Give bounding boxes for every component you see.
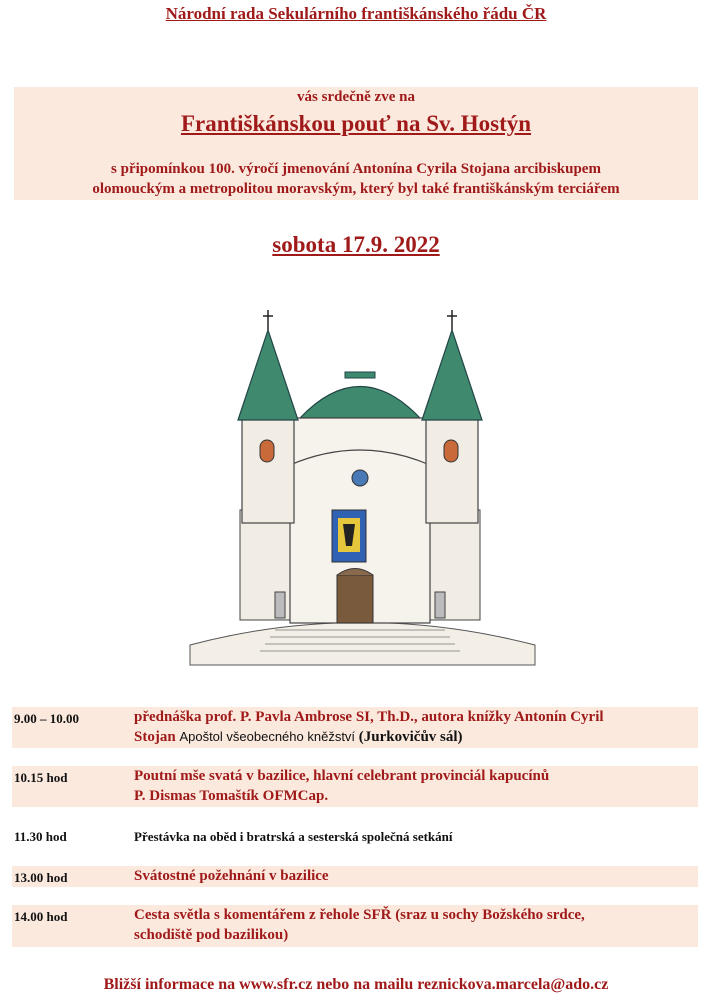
schedule-row-5 — [12, 905, 698, 947]
schedule-row-4 — [12, 866, 698, 887]
schedule-description: Přestávka na oběd i bratrská a sesterská společná setkání — [134, 829, 453, 844]
event-date: sobota 17.9. 2022 — [272, 232, 440, 257]
schedule-time: 11.30 hod — [14, 829, 67, 844]
dome — [300, 387, 420, 419]
invitation-subtitle-2: olomouckým a metropolitou moravským, který byl také františkánským terciářem — [92, 181, 620, 197]
footer-info: Bližší informace na www.sfr.cz nebo na mailu reznickova.marcela@ado.cz — [103, 976, 609, 993]
schedule-time: 13.00 hod — [14, 870, 68, 885]
schedule-row-3 — [12, 825, 698, 849]
schedule-description: přednáška prof. P. Pavla Ambrose SI, Th.D., autora knížky Antonín Cyril Stojan Apoštol všeobecného kněžství (Jurkovičův sál) — [134, 709, 604, 745]
schedule-time: 10.15 hod — [14, 770, 68, 785]
schedule-row-1 — [12, 707, 698, 748]
left-tower — [242, 418, 294, 523]
invitation-subtitle-1: s připomínkou 100. výročí jmenování Antonína Cyrila Stojana arcibiskupem — [111, 161, 601, 177]
schedule-description: Svátostné požehnání v bazilice — [134, 868, 329, 884]
schedule-row-2 — [12, 766, 698, 807]
schedule-description: Poutní mše svatá v bazilice, hlavní celebrant provinciál kapucínů P. Dismas Tomaštík OFMCap. — [134, 768, 550, 804]
invitation-lead: vás srdečně zve na — [297, 89, 415, 105]
schedule-description: Cesta světla s komentářem z řehole SFŘ (sraz u sochy Božského srdce, schodiště pod bazilikou) — [134, 907, 585, 943]
right-tower — [426, 418, 478, 523]
organization-heading: Národní rada Sekulárního františkánského řádu ČR — [165, 4, 547, 23]
schedule-time: 9.00 – 10.00 — [14, 711, 79, 726]
main-door — [337, 575, 373, 623]
basilica-illustration — [180, 300, 540, 670]
schedule-time: 14.00 hod — [14, 909, 68, 924]
pilgrimage-title: Františkánskou pouť na Sv. Hostýn — [180, 111, 532, 136]
